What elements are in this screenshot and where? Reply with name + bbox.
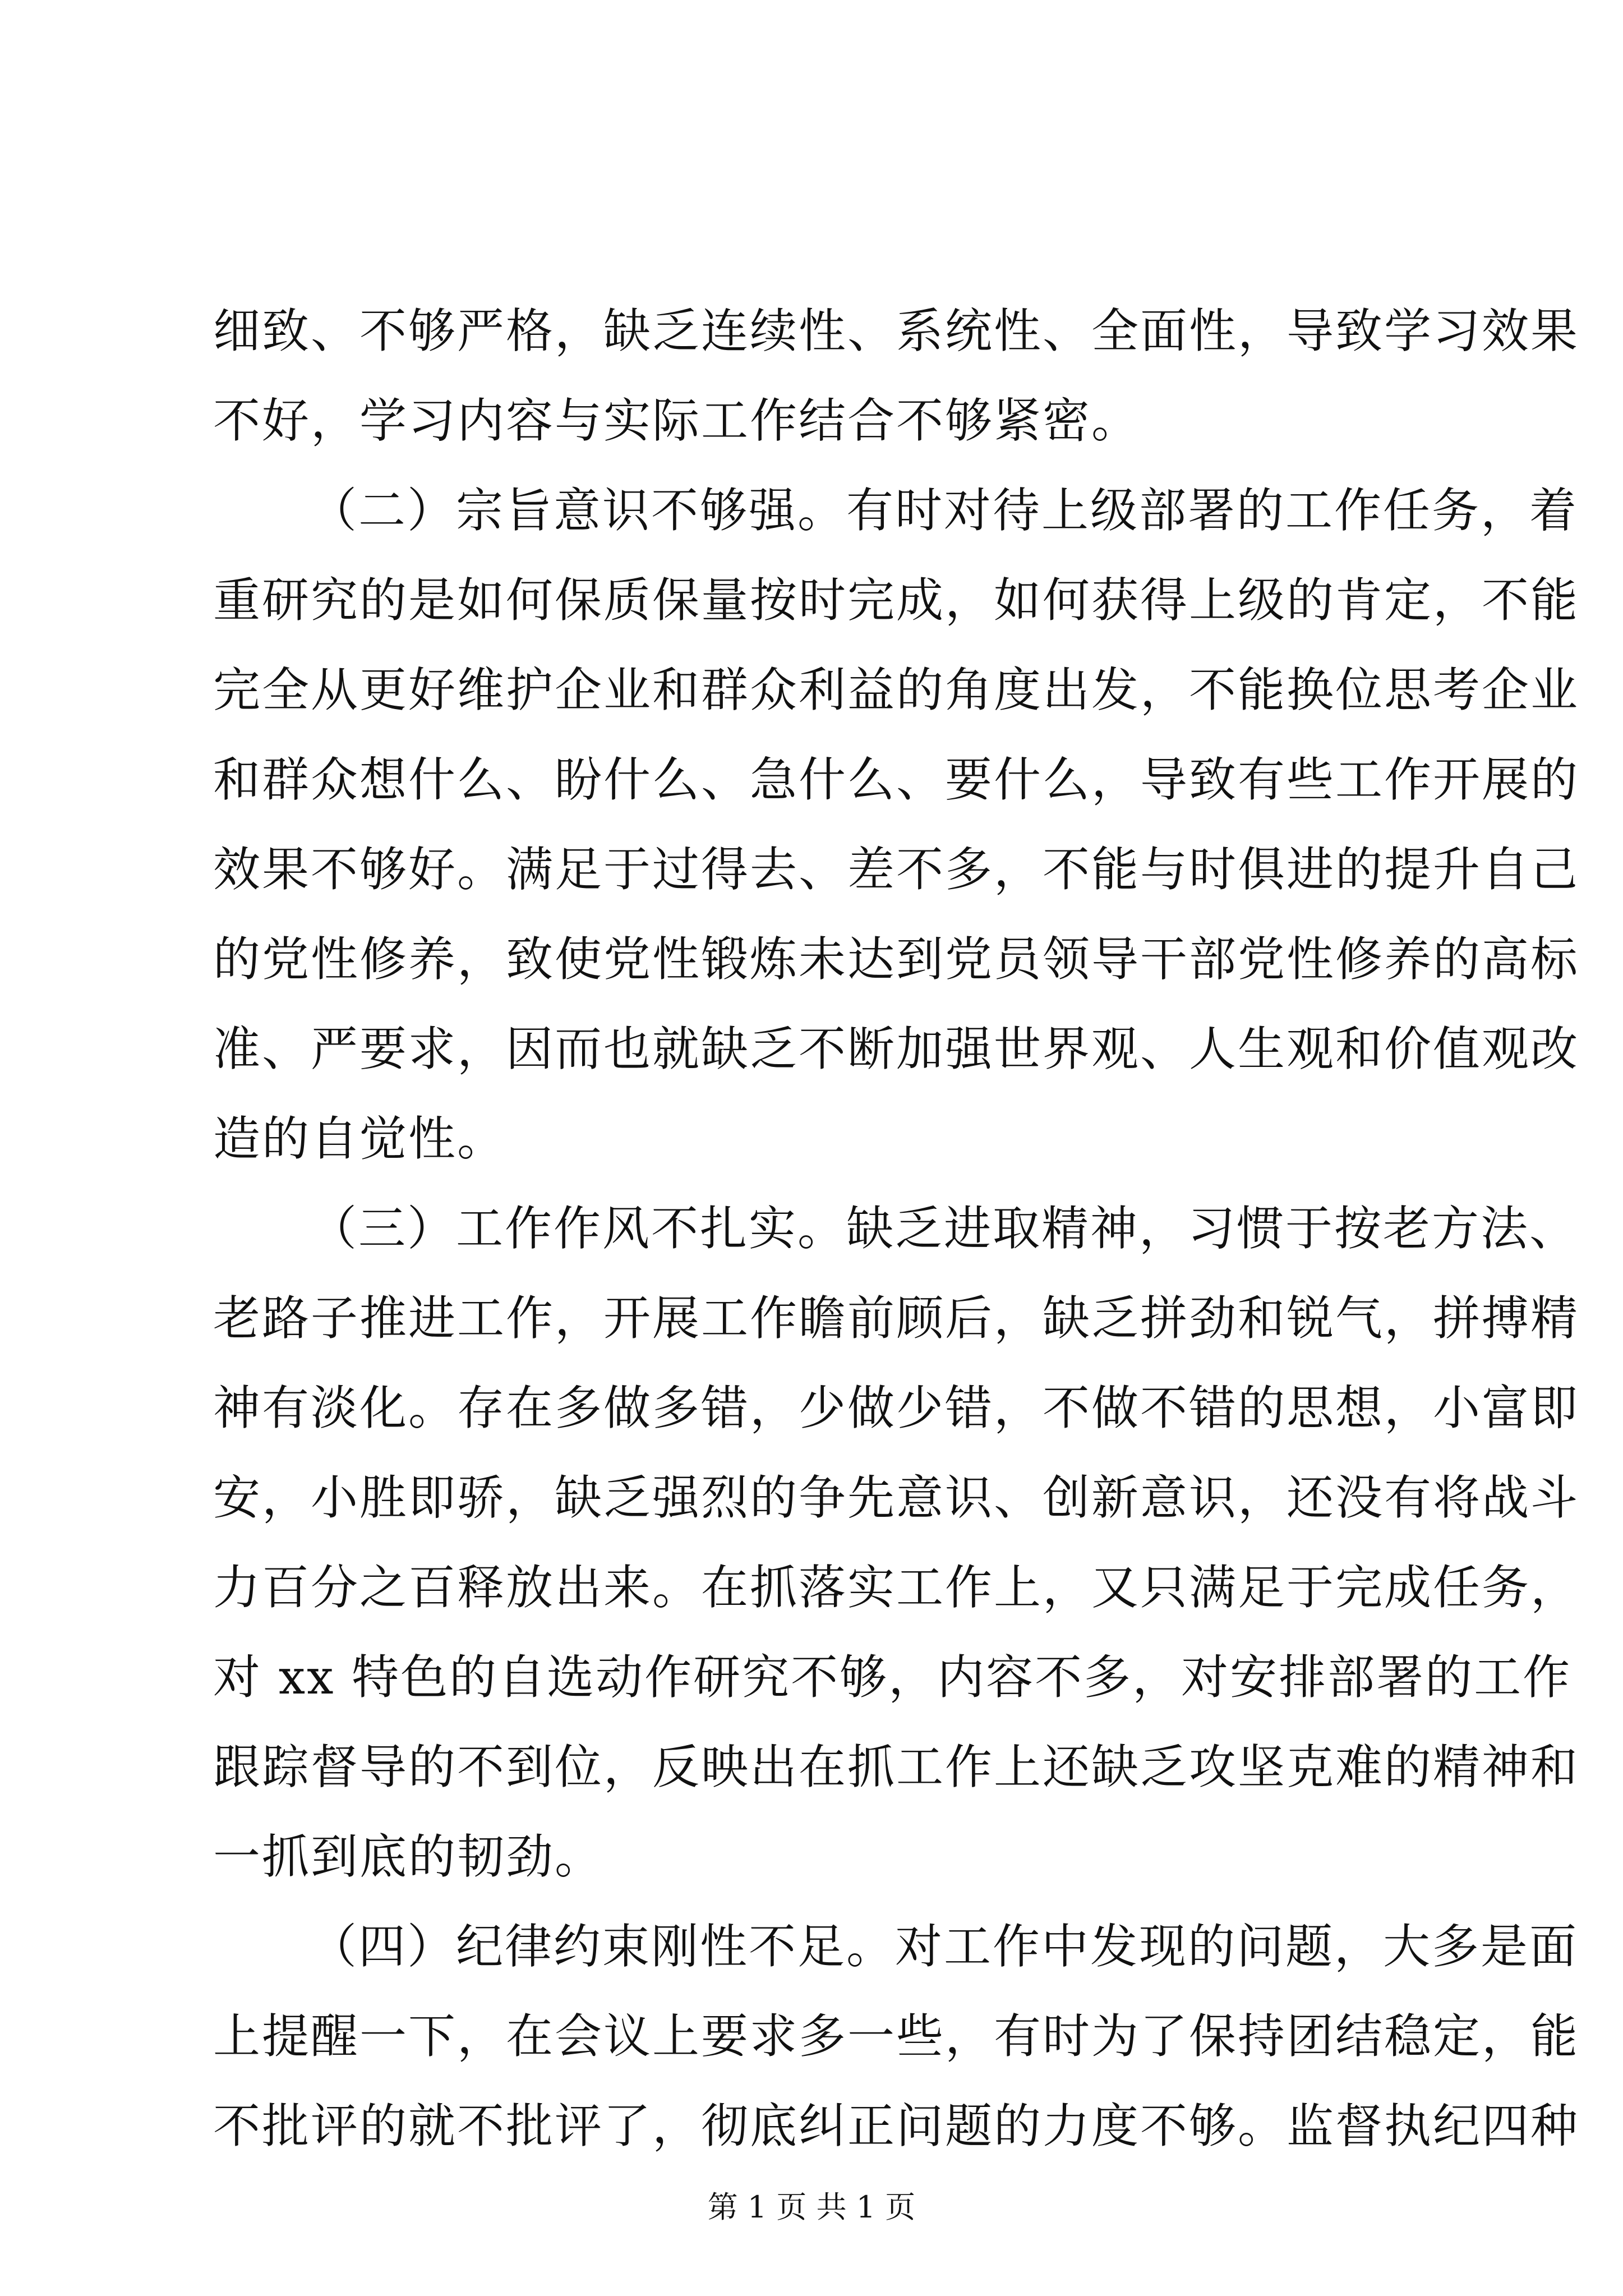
text-line: 造的自觉性。 [213,1111,506,1166]
text-line: 跟踪督导的不到位，反映出在抓工作上还缺乏攻坚克难的精神和 [213,1740,1580,1795]
text-line: 神有淡化。存在多做多错，少做少错，不做不错的思想，小富即 [213,1381,1580,1435]
text-line: 效果不够好。满足于过得去、差不多，不能与时俱进的提升自己 [213,842,1580,897]
text-line: 准、严要求，因而也就缺乏不断加强世界观、人生观和价值观改 [213,1022,1580,1076]
text-line: 力百分之百释放出来。在抓落实工作上，又只满足于完成任务， [213,1560,1580,1615]
text-line: 完全从更好维护企业和群众利益的角度出发，不能换位思考企业 [213,662,1580,717]
paragraph-first-line: （四）纪律约束刚性不足。对工作中发现的问题，大多是面 [310,1919,1579,1974]
text-line: 上提醒一下，在会议上要求多一些，有时为了保持团结稳定，能 [213,2009,1580,2064]
text-line: 细致、不够严格，缺乏连续性、系统性、全面性，导致学习效果 [213,303,1580,358]
text-line: 一抓到底的韧劲。 [213,1829,604,1884]
text-line: 不批评的就不批评了，彻底纠正问题的力度不够。监督执纪四种 [213,2099,1580,2154]
paragraph-first-line: （二）宗旨意识不够强。有时对待上级部署的工作任务，着 [310,483,1579,538]
text-line: 不好，学习内容与实际工作结合不够紧密。 [213,393,1141,448]
text-line: 老路子推进工作，开展工作瞻前顾后，缺乏拼劲和锐气，拼搏精 [213,1291,1580,1346]
text-line: 的党性修养，致使党性锻炼未达到党员领导干部党性修养的高标 [213,932,1580,987]
paragraph-first-line: （三）工作作风不扎实。缺乏进取精神，习惯于按老方法、 [310,1201,1579,1256]
page-number-footer: 第 1 页 共 1 页 [707,2189,916,2225]
text-line: 对 xx 特色的自选动作研究不够，内容不多，对安排部署的工作 [213,1650,1572,1705]
text-line: 重研究的是如何保质保量按时完成，如何获得上级的肯定，不能 [213,573,1580,628]
text-line: 和群众想什么、盼什么、急什么、要什么，导致有些工作开展的 [213,752,1580,807]
text-line: 安，小胜即骄，缺乏强烈的争先意识、创新意识，还没有将战斗 [213,1470,1580,1525]
